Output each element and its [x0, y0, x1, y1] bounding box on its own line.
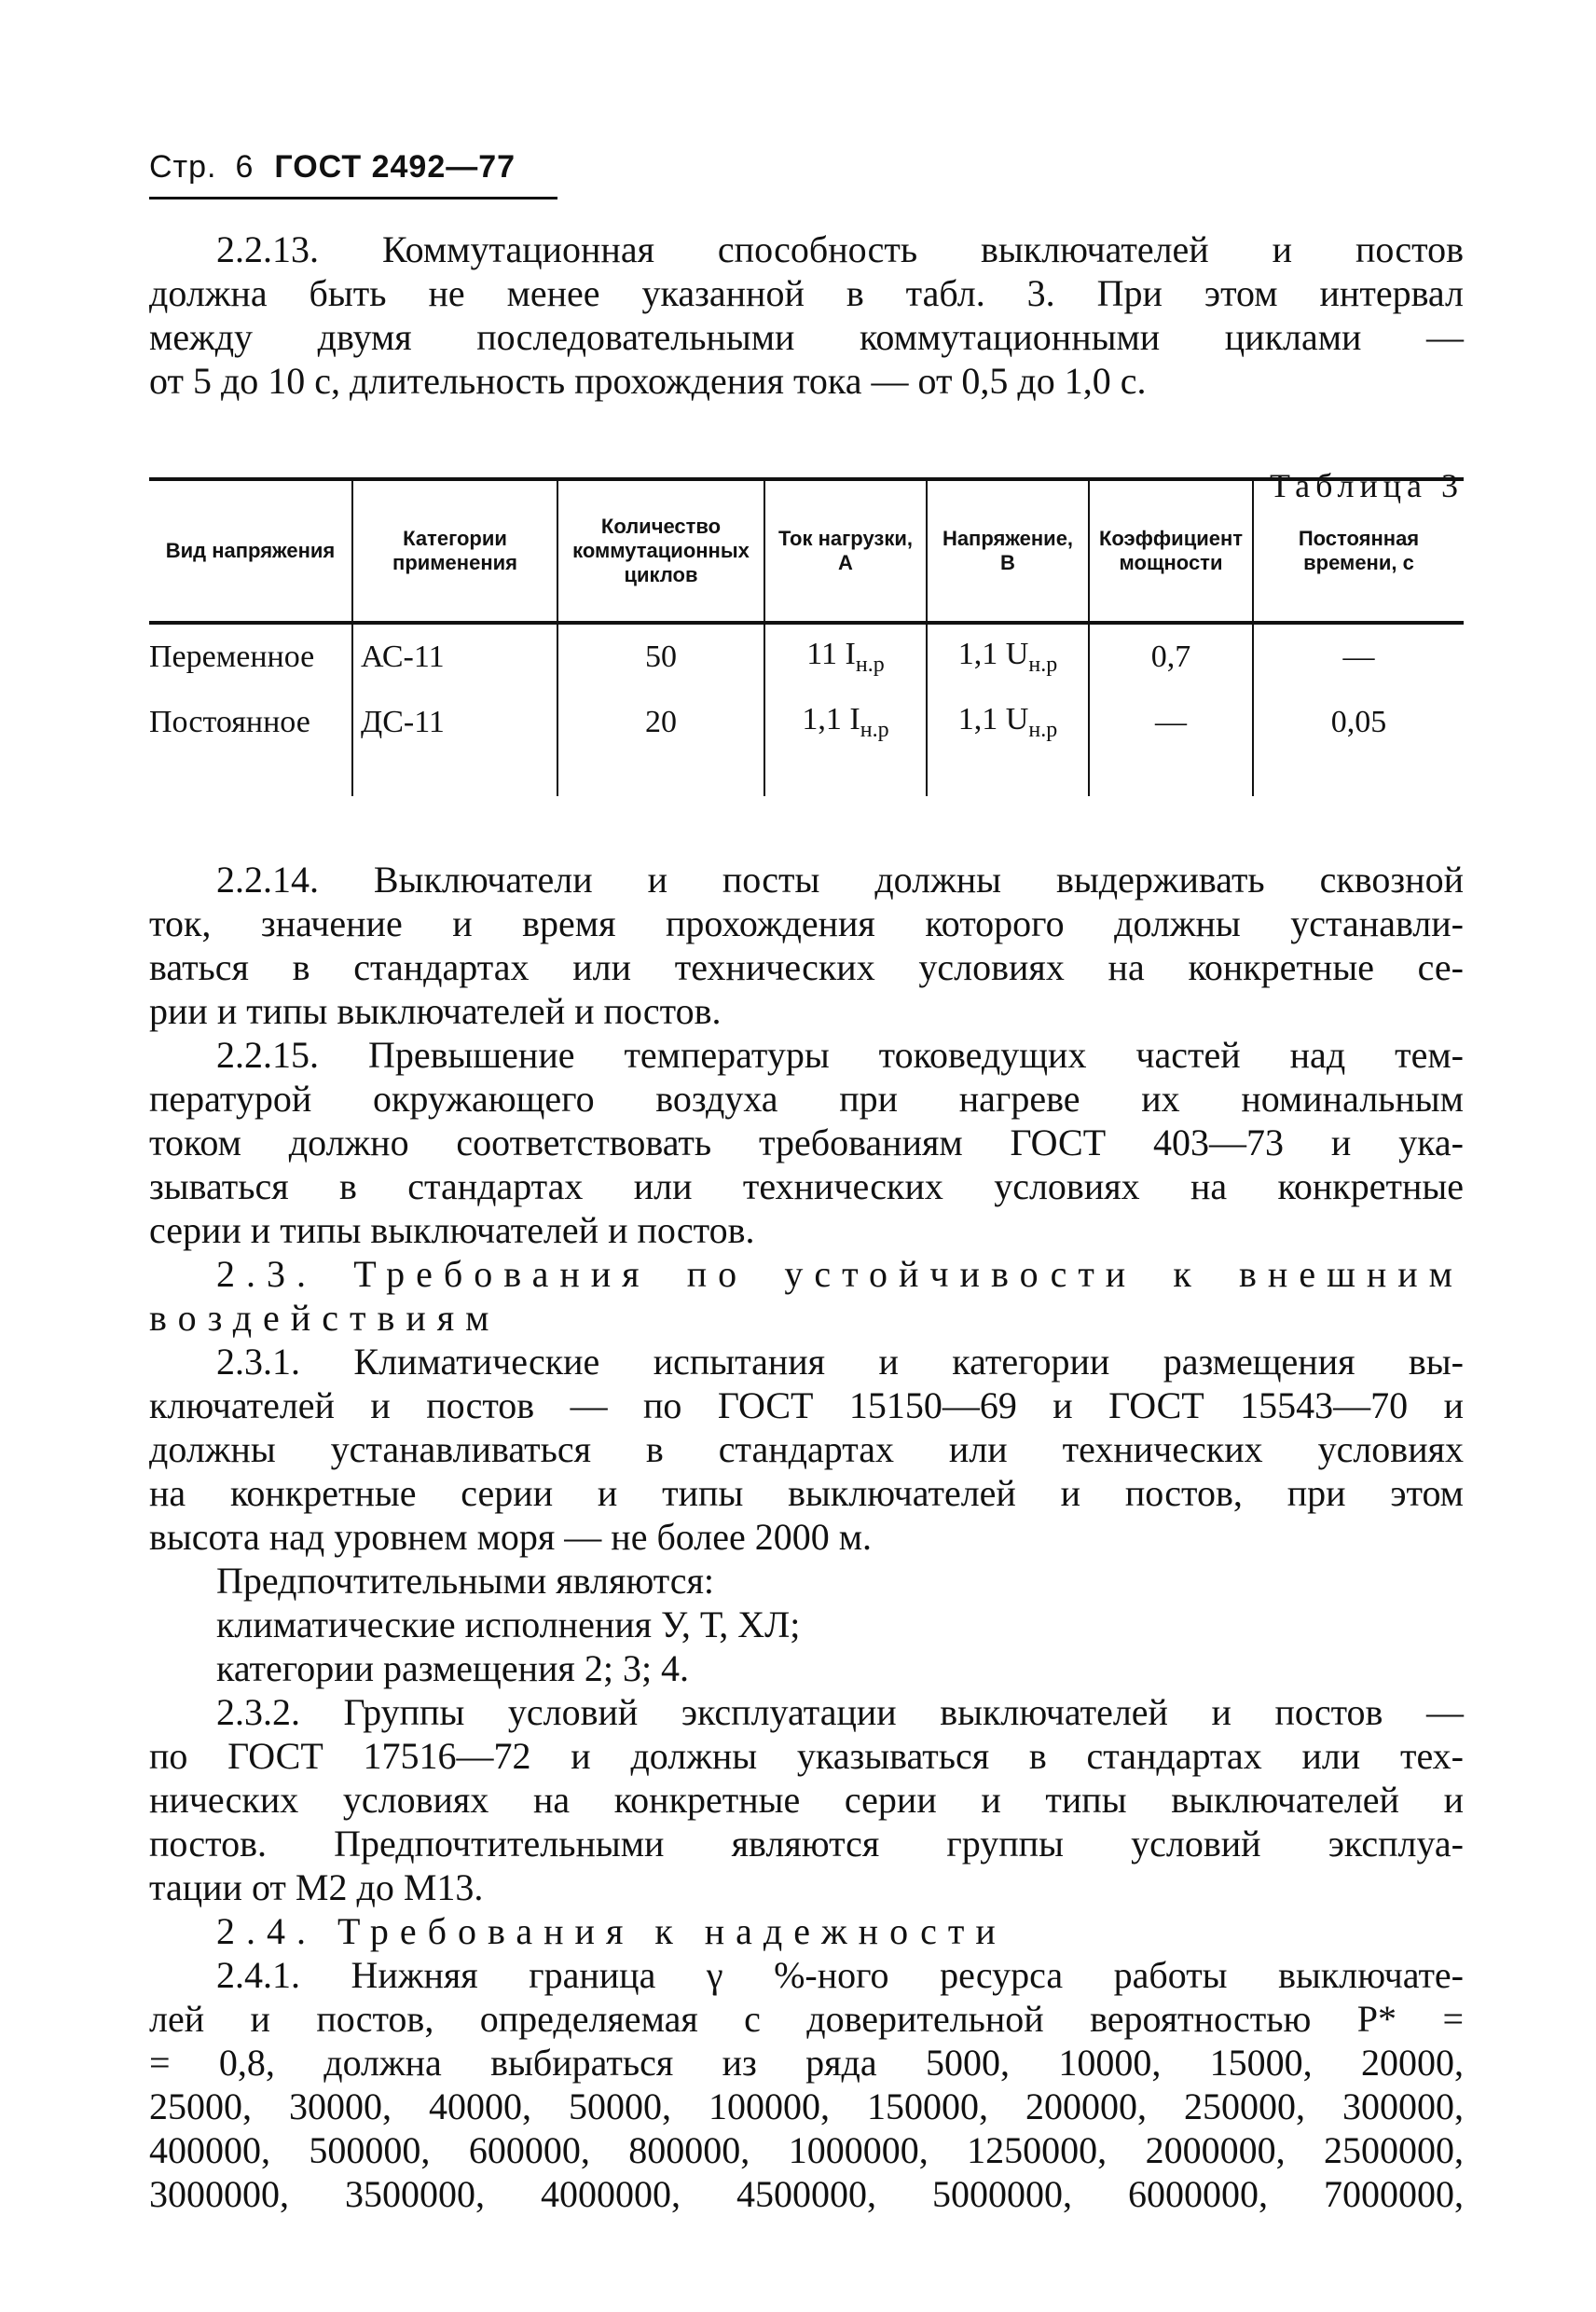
text-line: рии и типы выключателей и постов.	[149, 990, 722, 1032]
text-line: от 5 до 10 с, длительность прохождения тока — от 0,5 до 1,0 с.	[149, 360, 1147, 402]
voltage-subscript: н.р	[1028, 652, 1058, 677]
text-line: 2.3.2. Группы условий эксплуатации выключателей и постов —	[216, 1691, 1464, 1733]
text-line: должна быть не менее указанной в табл. 3. При этом интервал	[149, 272, 1464, 314]
text-line: 25000, 30000, 40000, 50000, 100000, 150000, 200000, 250000, 300000,	[149, 2085, 1464, 2127]
text-line: = 0,8, должна выбираться из ряда 5000, 10000, 15000, 20000,	[149, 2042, 1464, 2084]
header-cycles: Количество коммутационных циклов	[557, 479, 764, 623]
voltage-value: 1,1 U	[957, 637, 1029, 672]
header-voltage: Напряжение, В	[927, 479, 1089, 623]
table-row	[149, 690, 1464, 755]
text-line: 2.2.13. Коммутационная способность выключателей и постов	[216, 228, 1464, 270]
text-line: лей и постов, определяемая с доверительной вероятностью Р* =	[149, 1998, 1464, 2040]
header-current: Ток нагрузки, А	[764, 479, 927, 623]
text-line: на конкретные серии и типы выключателей и постов, при этом	[149, 1472, 1464, 1514]
page-prefix: Стр.	[149, 149, 217, 185]
text-line: между двумя последовательными коммутационными циклами —	[149, 316, 1464, 358]
text-line: 400000, 500000, 600000, 800000, 1000000, 1250000, 2000000, 2500000,	[149, 2129, 1464, 2171]
text-line: тации от М2 до М13.	[149, 1866, 484, 1908]
text-line: 3000000, 3500000, 4000000, 4500000, 5000000, 6000000, 7000000,	[149, 2173, 1464, 2215]
text-line: 2.3.1. Климатические испытания и категории размещения вы-	[216, 1341, 1464, 1383]
cell-current	[764, 690, 927, 755]
text-line: Предпочтительными являются:	[216, 1560, 714, 1602]
text-line: серии и типы выключателей и постов.	[149, 1209, 755, 1251]
page-header	[149, 149, 557, 200]
cell-power-factor: —	[1089, 690, 1253, 755]
text-line: 2.2.15. Превышение температуры токоведущих частей над тем-	[216, 1034, 1464, 1076]
text-line: ключателей и постов — по ГОСТ 15150—69 и ГОСТ 15543—70 и	[149, 1384, 1464, 1426]
text-line: должны устанавливаться в стандартах или технических условиях	[149, 1428, 1464, 1470]
table-3	[149, 477, 1464, 796]
header-power-factor: Коэффициент мощности	[1089, 479, 1253, 623]
text-line: пературой окружающего воздуха при нагреве их номинальным	[149, 1078, 1464, 1120]
table-caption: Таблица 3	[1270, 467, 1464, 504]
cell-voltage	[927, 690, 1089, 755]
text-line: по ГОСТ 17516—72 и должны указываться в стандартах или тех-	[149, 1735, 1464, 1777]
table-spacer-row	[149, 755, 1464, 796]
cell-kind: Постоянное	[149, 705, 310, 739]
text-line: током должно соответствовать требованиям ГОСТ 403—73 и ука-	[149, 1122, 1464, 1163]
text-line: постов. Предпочтительными являются группы условий эксплуа-	[149, 1823, 1464, 1865]
current-subscript: н.р	[860, 717, 889, 742]
current-value: 1,1 I	[802, 702, 860, 737]
cell-kind: Переменное	[149, 640, 315, 674]
section-heading-2-3-cont: воздействиям	[149, 1297, 501, 1339]
cell-time-constant: —	[1253, 623, 1464, 690]
cell-time-constant: 0,05	[1253, 690, 1464, 755]
text-line: нических условиях на конкретные серии и типы выключателей и	[149, 1779, 1464, 1821]
text-line: ваться в стандартах или технических условиях на конкретные се-	[149, 946, 1464, 988]
text-line: ток, значение и время прохождения которого должны устанавли-	[149, 902, 1464, 944]
cell-category: АС-11	[352, 623, 557, 690]
header-voltage-type: Вид напряжения	[149, 479, 352, 623]
current-value: 11 I	[806, 637, 856, 672]
current-subscript: н.р	[855, 652, 885, 677]
page-number: 6	[235, 149, 255, 185]
header-category: Категории применения	[352, 479, 557, 623]
cell-voltage	[927, 623, 1089, 690]
cell-cycles: 50	[557, 623, 764, 690]
text-line: высота над уровнем моря — не более 2000 м.	[149, 1516, 873, 1558]
text-line: 2.2.14. Выключатели и посты должны выдерживать сквозной	[216, 859, 1464, 901]
table-header-row	[149, 479, 1464, 623]
cell-power-factor: 0,7	[1089, 623, 1253, 690]
paragraph-2-2-13	[149, 227, 1464, 403]
header-time-constant: Постоянная времени, с	[1253, 479, 1464, 623]
voltage-value: 1,1 U	[957, 702, 1029, 737]
text-line: 2.4.1. Нижняя граница γ %-ного ресурса работы выключате-	[216, 1954, 1464, 1996]
cell-cycles: 20	[557, 690, 764, 755]
text-line: категории размещения 2; 3; 4.	[216, 1647, 690, 1689]
section-heading-2-4: 2.4. Требования к надежности	[216, 1910, 1007, 1952]
table-row	[149, 623, 1464, 690]
text-line: климатические исполнения У, Т, ХЛ;	[216, 1603, 801, 1645]
cell-current	[764, 623, 927, 690]
cell-category: ДС-11	[352, 690, 557, 755]
gost-number: ГОСТ 2492—77	[274, 149, 516, 185]
body-text	[149, 858, 1464, 2216]
section-heading-2-3: 2.3. Требования по устойчивости к внешним	[216, 1253, 1464, 1295]
voltage-subscript: н.р	[1028, 717, 1058, 742]
text-line: зываться в стандартах или технических условиях на конкретные	[149, 1165, 1464, 1207]
